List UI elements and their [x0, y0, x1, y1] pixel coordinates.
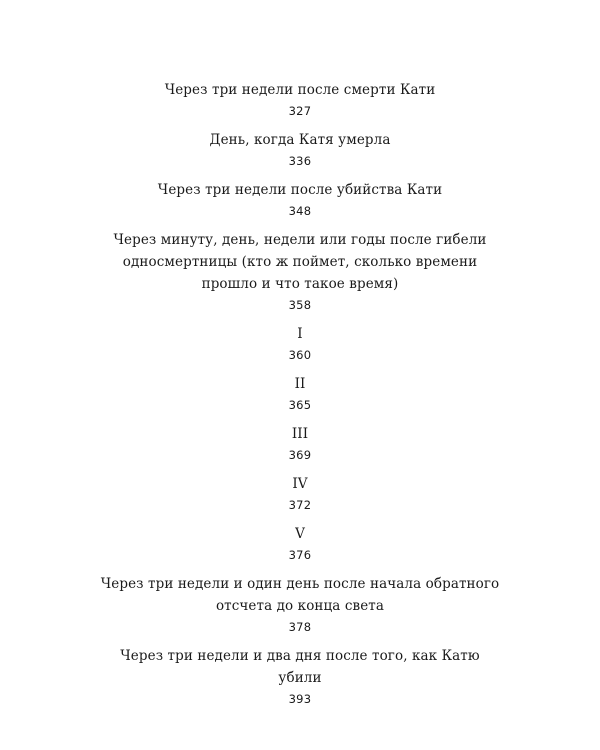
toc-entry-title: III — [291, 426, 309, 442]
toc-entry-page: 376 — [288, 548, 312, 562]
toc-entry-title: Через три недели после убийства Кати — [157, 182, 443, 198]
toc-entry — [100, 129, 500, 171]
toc-entry — [100, 473, 500, 515]
toc-entry-page: 372 — [288, 498, 312, 512]
toc-entry — [100, 373, 500, 415]
toc-entry-page: 393 — [288, 692, 312, 706]
toc-entry-title: IV — [292, 476, 308, 492]
toc-entry-page: 360 — [288, 348, 312, 362]
toc-entry — [100, 423, 500, 465]
toc-entry-page: 358 — [288, 298, 312, 312]
toc-entry-title: Через минуту, день, недели или годы после гибели односмертницы (кто ж поймет, сколько времени прошло и что такое время) — [113, 232, 487, 292]
toc-entry-title: Через три недели после смерти Кати — [164, 82, 436, 98]
toc-entry-page: 369 — [288, 448, 312, 462]
toc-entry-page: 336 — [288, 154, 312, 168]
toc-entry-page: 365 — [288, 398, 312, 412]
toc-entry — [100, 179, 500, 221]
toc-entry — [100, 573, 500, 637]
toc-entry-page: 348 — [288, 204, 312, 218]
table-of-contents — [100, 79, 500, 717]
toc-entry-title: II — [294, 376, 306, 392]
toc-entry — [100, 323, 500, 365]
toc-entry — [100, 645, 500, 709]
toc-entry — [100, 229, 500, 315]
toc-entry-title: V — [295, 526, 305, 542]
toc-entry-page: 327 — [288, 104, 312, 118]
toc-entry — [100, 523, 500, 565]
toc-entry-page: 378 — [288, 620, 312, 634]
toc-entry-title: I — [297, 326, 303, 342]
toc-entry-title: Через три недели и два дня после того, как Катю убили — [120, 648, 480, 686]
toc-entry — [100, 79, 500, 121]
toc-entry-title: День, когда Катя умерла — [209, 132, 391, 148]
toc-entry-title: Через три недели и один день после начала обратного отсчета до конца света — [100, 576, 500, 614]
